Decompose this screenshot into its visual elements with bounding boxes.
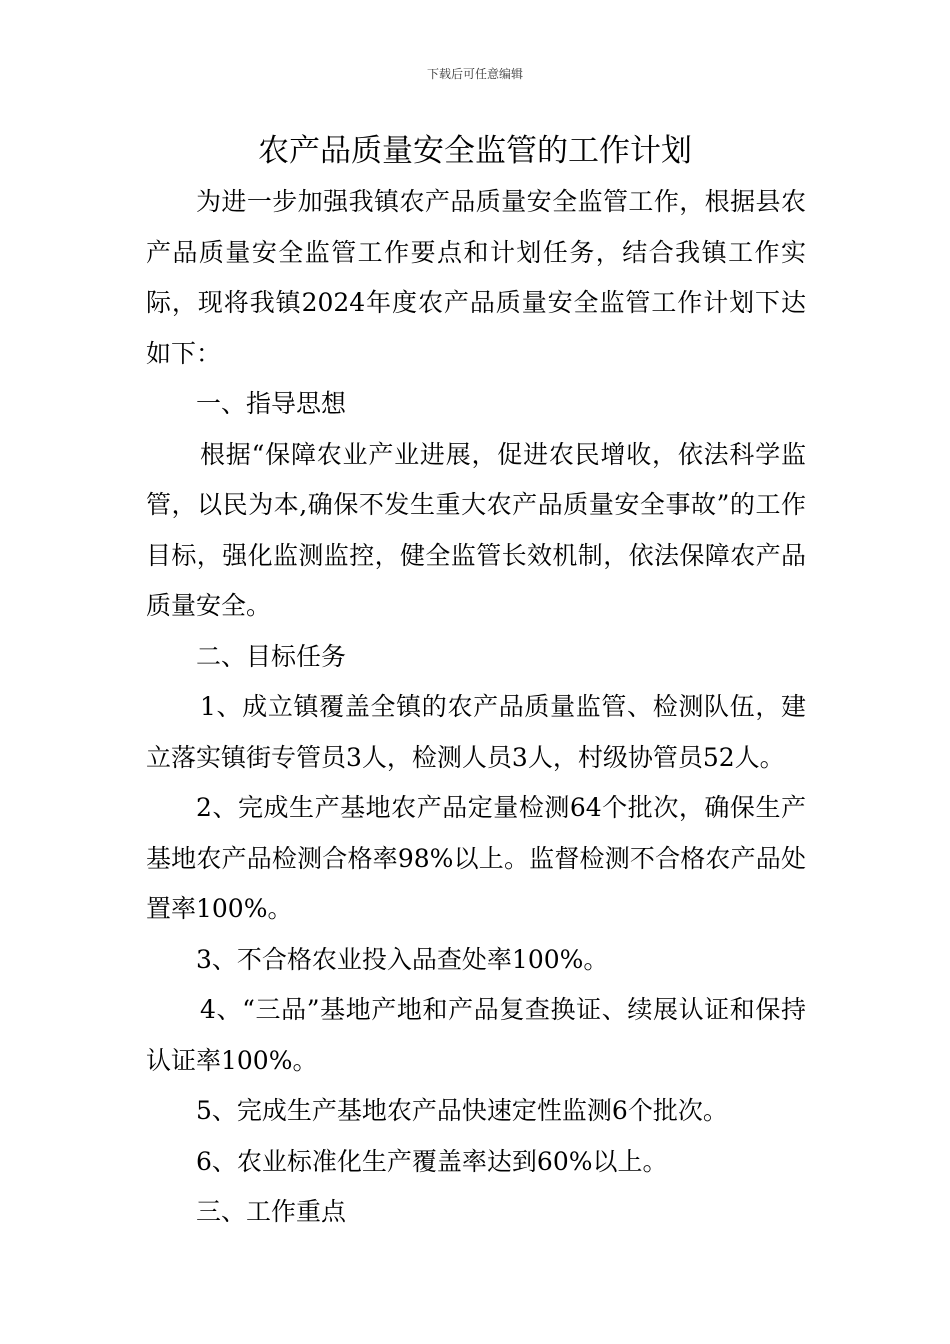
section-heading-guiding-ideology: 一、指导思想 — [196, 389, 347, 418]
header-note: 下载后可任意编辑 — [426, 67, 523, 81]
paragraph-guiding-ideology: 根据“保障农业产业进展，促进农民增收，依法科学监管，以民为本,确保不发生重大农产品质量安全事故”的工作目标，强化监测监控，健全监管长效机制，依法保障农产品质量安全。 — [146, 439, 806, 620]
list-item-goal-5: 5、完成生产基地农产品快速定性监测6个批次。 — [196, 1096, 728, 1125]
list-item-goal-6: 6、农业标准化生产覆盖率达到60%以上。 — [196, 1146, 668, 1176]
section-heading-goals: 二、目标任务 — [196, 641, 347, 671]
list-item-goal-1: 1、成立镇覆盖全镇的农产品质量监管、检测队伍，建立落实镇街专管员3人，检测人员3人，村级协管员52人。 — [146, 692, 806, 772]
section-heading-key-work: 三、工作重点 — [196, 1197, 347, 1226]
list-item-goal-3: 3、不合格农业投入品查处率100%。 — [196, 944, 609, 974]
document-title: 农产品质量安全监管的工作计划 — [258, 133, 692, 169]
paragraph-intro: 为进一步加强我镇农产品质量安全监管工作，根据县农产品质量安全监管工作要点和计划任务，结合我镇工作实际，现将我镇2024年度农产品质量安全监管工作计划下达如下： — [146, 187, 806, 368]
list-item-goal-2: 2、完成生产基地农产品定量检测64个批次，确保生产基地农产品检测合格率98%以上。监督检测不合格农产品处置率100%。 — [146, 793, 806, 923]
list-item-goal-4: 4、“三品”基地产地和产品复查换证、续展认证和保持认证率100%。 — [146, 995, 806, 1075]
document-body — [146, 177, 806, 1238]
